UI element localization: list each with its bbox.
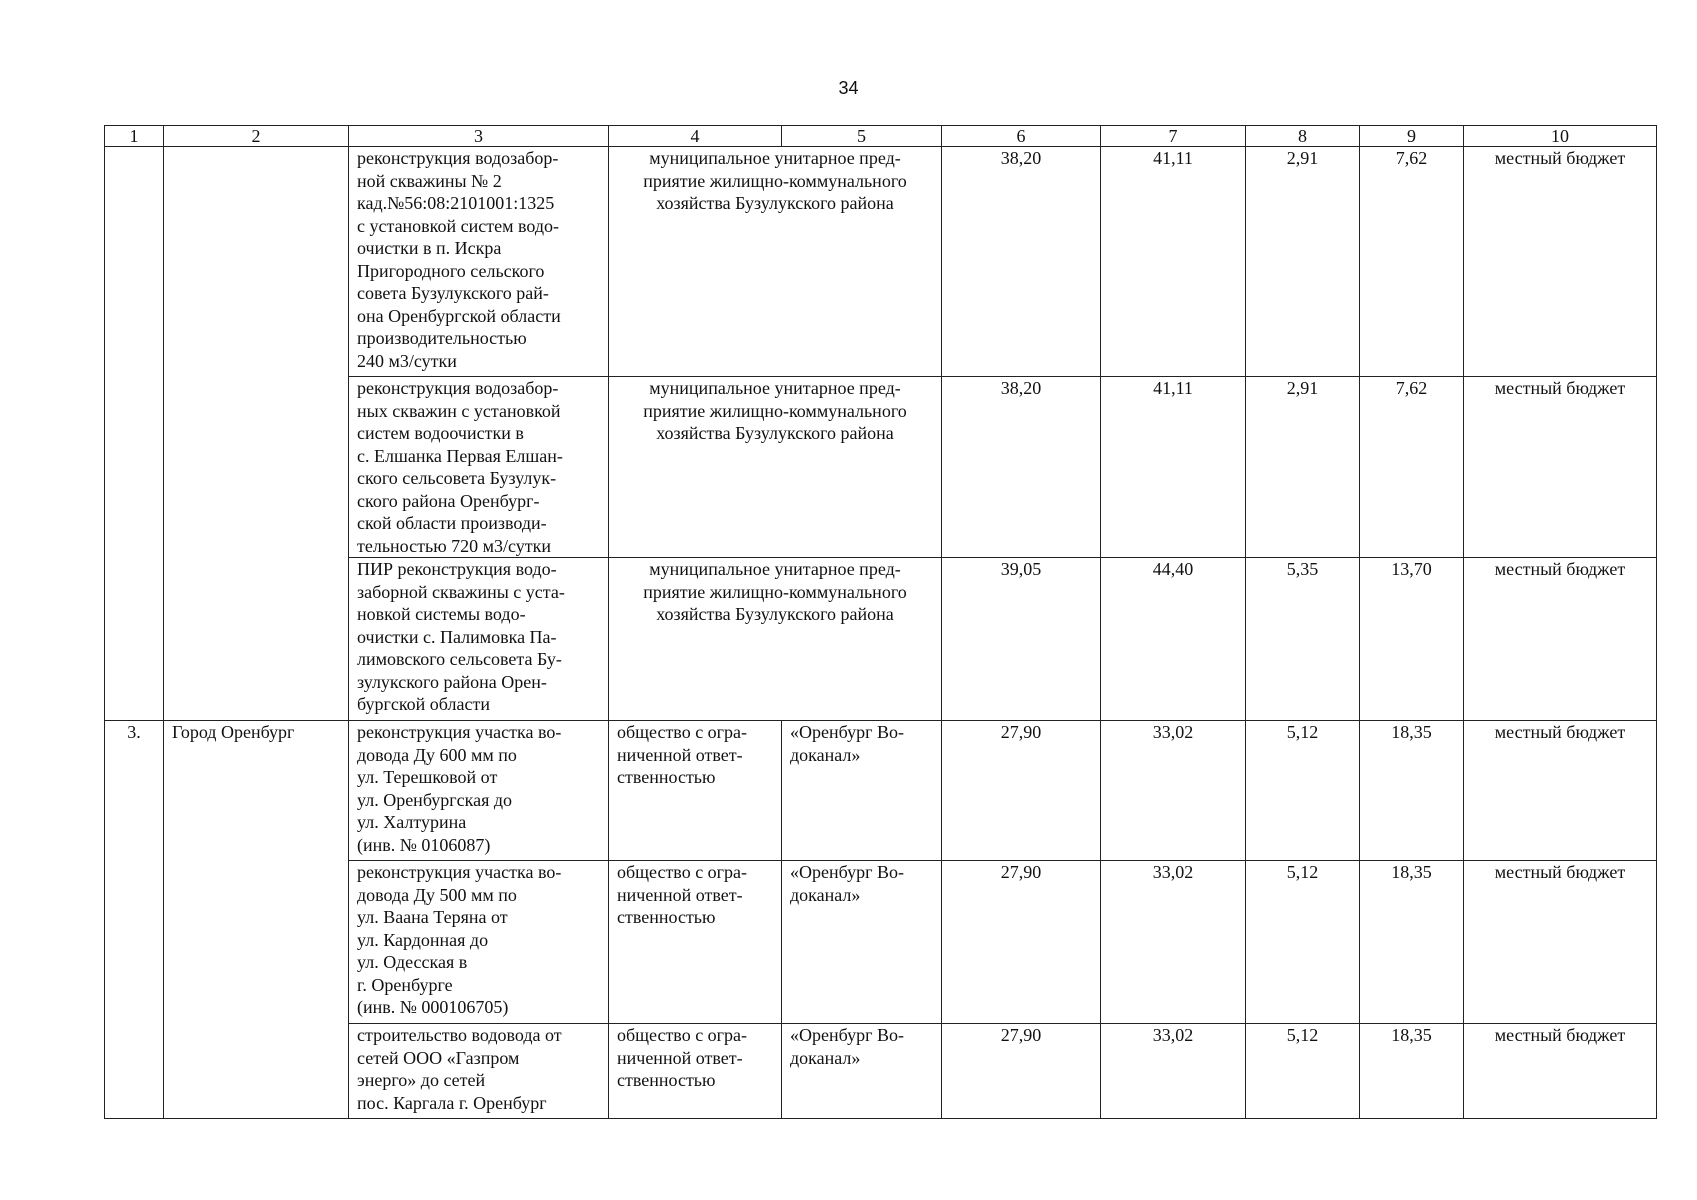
value-col8: 5,12 (1246, 861, 1360, 1024)
value-col7: 33,02 (1101, 861, 1246, 1024)
col-header-7: 7 (1101, 126, 1246, 147)
value-col6: 38,20 (942, 377, 1101, 558)
table-row (105, 721, 1657, 861)
organization: муниципальное унитарное пред- приятие жилищно-коммунального хозяйства Бузулукского района (609, 558, 942, 721)
value-col9: 7,62 (1360, 377, 1464, 558)
value-col8: 2,91 (1246, 147, 1360, 377)
value-col8: 5,35 (1246, 558, 1360, 721)
funding-source: местный бюджет (1464, 558, 1657, 721)
value-col9: 13,70 (1360, 558, 1464, 721)
col-header-8: 8 (1246, 126, 1360, 147)
col-header-3: 3 (349, 126, 609, 147)
value-col9: 18,35 (1360, 1024, 1464, 1119)
project-description: ПИР реконструкция водо- заборной скважины с уста- новкой системы водо- очистки с. Палимовка Па- лимовского сельсовета Бу- зулукского района Орен- бургской области (349, 558, 609, 721)
project-description: реконструкция участка во- довода Ду 600 мм по ул. Терешковой от ул. Оренбургская до ул. Халтурина (инв. № 0106087) (349, 721, 609, 861)
municipality (164, 147, 349, 721)
value-col9: 7,62 (1360, 147, 1464, 377)
value-col6: 27,90 (942, 1024, 1101, 1119)
value-col7: 33,02 (1101, 1024, 1246, 1119)
value-col9: 18,35 (1360, 721, 1464, 861)
col-header-4: 4 (609, 126, 782, 147)
value-col6: 38,20 (942, 147, 1101, 377)
investment-table (104, 125, 1657, 1119)
organization: муниципальное унитарное пред- приятие жилищно-коммунального хозяйства Бузулукского района (609, 377, 942, 558)
value-col8: 2,91 (1246, 377, 1360, 558)
funding-source: местный бюджет (1464, 1024, 1657, 1119)
value-col7: 41,11 (1101, 377, 1246, 558)
value-col6: 27,90 (942, 861, 1101, 1024)
organization: муниципальное унитарное пред- приятие жилищно-коммунального хозяйства Бузулукского района (609, 147, 942, 377)
funding-source: местный бюджет (1464, 377, 1657, 558)
value-col7: 44,40 (1101, 558, 1246, 721)
project-description: реконструкция участка во- довода Ду 500 мм по ул. Ваана Теряна от ул. Кардонная до ул. Одесская в г. Оренбурге (инв. № 000106705) (349, 861, 609, 1024)
value-col6: 27,90 (942, 721, 1101, 861)
table-row (105, 147, 1657, 377)
page-number: 34 (838, 78, 859, 98)
funding-source: местный бюджет (1464, 147, 1657, 377)
municipality: Город Оренбург (164, 721, 349, 1119)
col-header-2: 2 (164, 126, 349, 147)
organization-name: «Оренбург Во- доканал» (782, 721, 942, 861)
row-number (105, 147, 164, 721)
funding-source: местный бюджет (1464, 861, 1657, 1024)
value-col8: 5,12 (1246, 721, 1360, 861)
row-number: 3. (105, 721, 164, 1119)
organization-form: общество с огра- ниченной ответ- ственностью (609, 861, 782, 1024)
col-header-9: 9 (1360, 126, 1464, 147)
organization-form: общество с огра- ниченной ответ- ственностью (609, 1024, 782, 1119)
project-description: строительство водовода от сетей ООО «Газпром энерго» до сетей пос. Каргала г. Оренбург (349, 1024, 609, 1119)
project-description: реконструкция водозабор- ных скважин с установкой систем водоочистки в с. Елшанка Первая Елшан- ского сельсовета Бузулук- ского района Оренбург- ской области производи- тельностью 720 м3/сутки (349, 377, 609, 558)
organization-name: «Оренбург Во- доканал» (782, 861, 942, 1024)
value-col6: 39,05 (942, 558, 1101, 721)
project-description: реконструкция водозабор- ной скважины № 2 кад.№56:08:2101001:1325 с установкой систем водо- очистки в п. Искра Пригородного сельского совета Бузулукского рай- она Оренбургской области производительностью 240 м3/сутки (349, 147, 609, 377)
value-col9: 18,35 (1360, 861, 1464, 1024)
col-header-1: 1 (105, 126, 164, 147)
organization-form: общество с огра- ниченной ответ- ственностью (609, 721, 782, 861)
funding-source: местный бюджет (1464, 721, 1657, 861)
value-col7: 33,02 (1101, 721, 1246, 861)
col-header-10: 10 (1464, 126, 1657, 147)
organization-name: «Оренбург Во- доканал» (782, 1024, 942, 1119)
header-row (105, 126, 1657, 147)
value-col7: 41,11 (1101, 147, 1246, 377)
col-header-6: 6 (942, 126, 1101, 147)
value-col8: 5,12 (1246, 1024, 1360, 1119)
col-header-5: 5 (782, 126, 942, 147)
